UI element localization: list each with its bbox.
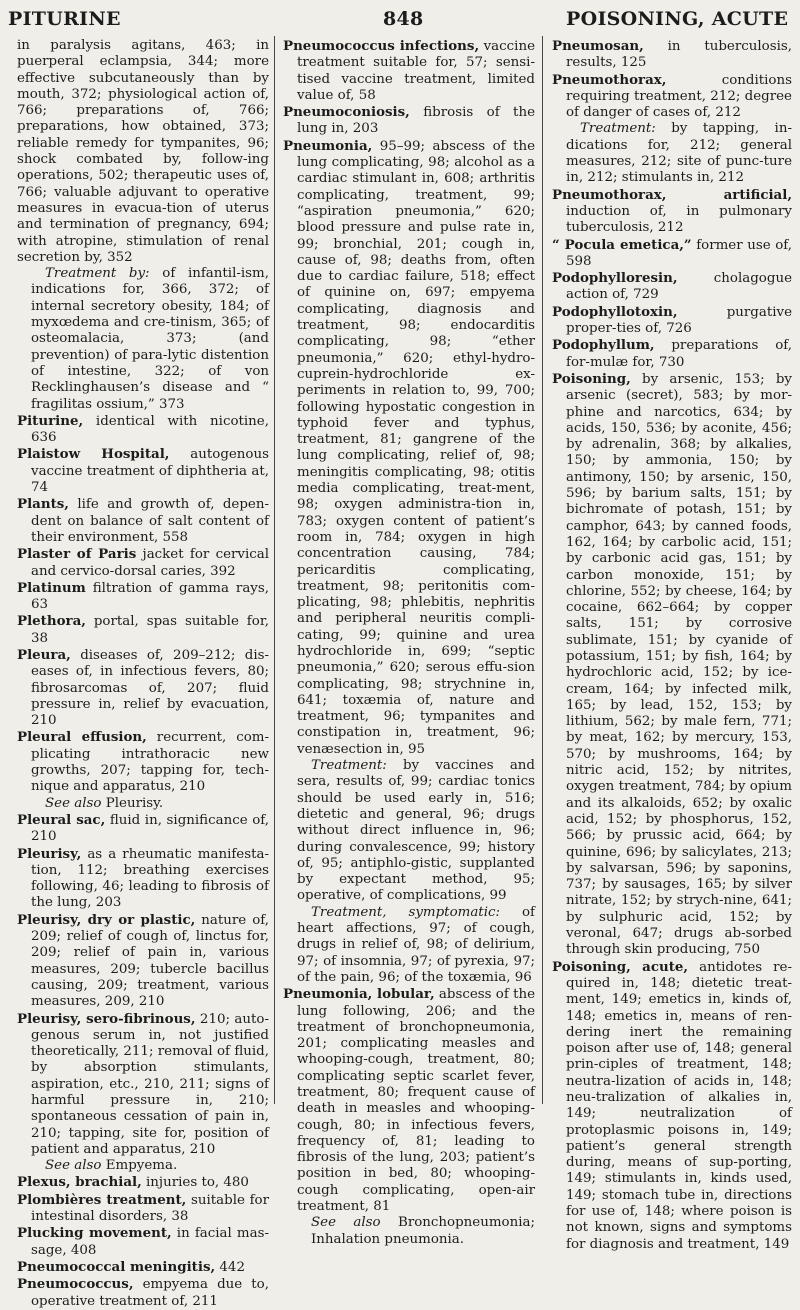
index-entry [17,729,269,795]
index-entry [17,1259,269,1276]
index-entry [552,38,792,72]
index-headword: Plombières treatment, [17,1191,187,1208]
index-references: 95–99; abscess of the lung complicating, 98; alcohol as a cardiac stimulant in, 608; arthritis complicating, treatment, 99; “aspiration pneumonia,” 620; blood pressure and pulse rate in, 99; bronchial, 201; cough in, cause of, 98; deaths from, often due to cardiac failure, 518; effect of quinine on, 697; empyema complicating, diagnosis and treatment, 98; endocarditis complicating, 98; “ether pneumonia,” 620; ethyl-hydro-cuprein-hydrochloride ex-periments in relation to, 99, 700; following hypostatic congestion in typhoid fever and typhus, treatment, 81; gangrene of the lung complicating, relief of, 98; meningitis complicating, 98; otitis media complicating, treat-ment, 98; oxygen administra-tion in, 783; oxygen content of patient’s room in, 784; oxygen in high concentration causing, 784; pericarditis complicating, treatment, 98; peritonitis com-plicating, 98; phlebitis, nephritis and peripheral neuritis compli-cating, 99; quinine and urea hydrochloride in, 699; “septic pneumonia,” 620; serous effu-sion complicating, 98; strychnine in, 641; toxæmia of, nature and treatment, 96; tympanites and constipation in, treatment, 96; venæsection in, 95 [297,138,535,757]
index-headword: Pneumoconiosis, [283,104,410,121]
see-also-label: See also [45,1158,102,1174]
index-entry [17,1011,269,1159]
index-entry [552,304,792,338]
index-headword: Pneumonia, [283,137,373,154]
index-headword: Plaistow Hospital, [17,446,170,463]
index-entry [17,580,269,614]
index-headword: Podophylloresin, [552,270,678,287]
index-headword: Platinum [17,579,86,596]
running-head-left: PITURINE [8,8,121,30]
index-references: life and growth of, depen-dent on balance of salt content of their environment, 558 [31,497,269,545]
index-references: 442 [215,1259,245,1275]
index-references: conditions requiring treatment, 212; degree of danger of cases of, 212 [566,72,792,121]
index-subentry [283,758,535,905]
index-references: autogenous vaccine treatment of diphtheria at, 74 [31,447,269,496]
index-references: fibrosis of the lung in, 203 [297,105,535,137]
index-headword: Podophyllum, [552,337,655,354]
index-entry [552,237,792,271]
index-entry [17,846,269,912]
index-headword: Pleurisy, dry or plastic, [17,911,196,928]
index-headword: Poisoning, acute, [552,958,689,975]
index-entry [17,1192,269,1226]
index-entry [17,613,269,647]
index-references: induction of, in pulmonary tuberculosis, 212 [566,203,792,236]
index-headword: Plucking movement, [17,1225,172,1242]
index-headword: Pleurisy, sero-fibrinous, [17,1010,196,1027]
index-headword: Pneumonia, lobular, [283,986,435,1003]
index-references: in tuberculosis, results, 125 [566,39,792,71]
index-references: purgative proper-ties of, 726 [566,304,792,337]
index-headword: Plants, [17,496,69,513]
index-headword: Poisoning, [552,370,631,387]
column-divider [542,36,543,1104]
see-also-label: See also [45,795,102,811]
index-entry [17,496,269,546]
page-number: 848 [383,8,424,30]
index-entry [17,647,269,729]
index-references: antidotes re-quired in, 148; dietetic treat-ment, 149; emetics in, kinds of, 148; emetics in, means of ren-dering inert the remaining poison after use of, 148; general prin-ciples of treatment, 148; neutra-lization of acids in, 148; neu-tralization of alkalies in, 149; neutralization of protoplasmic poisons in, 149; patient’s general strength during, means of sup-porting, 149; stimulants in, kinds used, 149; stomach tube in, directions for use of, 148; where poison is not known, signs and symptoms for diagnosis and treatment, 149 [566,959,793,1252]
index-headword: “ Pocula emetica,” [552,236,692,253]
see-also-reference [17,1158,269,1174]
index-subentry [283,905,535,986]
index-headword: Pneumococcal meningitis, [17,1258,216,1275]
index-headword: Pleurisy, [17,845,82,862]
index-references: recurrent, com-plicating intrathoracic new growths, 207; tapping for, tech-nique and apparatus, 210 [31,730,270,795]
index-references: portal, spas suitable for, 38 [31,614,269,646]
index-headword: Plethora, [17,613,86,630]
index-references: preparations of, for-mulæ for, 730 [566,338,792,370]
index-headword: Plexus, brachial, [17,1174,142,1191]
index-column-3 [552,38,792,1253]
index-references: nature of, 209; relief of cough of, linctus for, 209; relief of pain in, various measures, 209; tubercle bacillus causing, 209; treatment, various measures, 209, 210 [31,912,270,1010]
index-headword: Pleural sac, [17,811,106,828]
index-entry [17,1276,269,1310]
index-headword: Pleura, [17,646,71,663]
index-entry [17,912,269,1011]
index-references: as a rheumatic manifesta-tion, 112; breathing exercises following, 46; leading to fibrosis of the lung, 203 [31,846,269,911]
column-divider [274,36,275,1104]
index-column-1 [17,38,269,1310]
see-also-target: Empyema. [101,1158,178,1174]
subentry-label: Treatment: [580,121,656,137]
index-entry [283,38,535,104]
index-references: of heart affections, 97; of cough, drugs in relief of, 98; of delirium, 97; of insomnia, 97; of pyrexia, 97; of the pain, 96; of the toxæmia, 96 [297,904,535,985]
index-headword: Pneumothorax, [552,71,667,88]
index-subentry [552,121,792,186]
see-also-target: Bronchopneumonia; Inhalation pneumonia. [311,1215,536,1247]
index-references: jacket for cervical and cervico-dorsal caries, 392 [31,547,270,579]
index-references: by tapping, in-dications for, 212; general measures, 212; site of punc-ture in, 212; stimulants in, 212 [566,121,792,186]
index-entry [283,138,535,758]
index-headword: Pleural effusion, [17,729,147,746]
see-also-label: See also [311,1215,381,1231]
index-references: empyema due to, operative treatment of, 211 [31,1277,269,1309]
index-subentry [17,266,269,413]
index-entry [552,187,792,237]
index-headword: Piturine, [17,412,84,429]
index-column-2 [283,38,535,1248]
index-entry [552,72,792,122]
index-references: suitable for intestinal disorders, 38 [31,1192,269,1225]
index-entry [283,104,535,138]
index-entry [283,986,535,1215]
index-references: of infantil-ism, indications for, 366, 372; of internal secretory obesity, 184; of myxœdema and cre-tinism, 365; of osteomalacia, 373; (and prevention) of para-lytic distention of intestine, 322; of von Recklinghausen’s disease and “ fragilitas ossium,” 373 [31,266,269,412]
see-also-target: Pleurisy. [101,795,164,811]
index-entry [17,446,269,496]
index-references: 210; auto-genous serum in, not justified theoretically, 211; removal of fluid, by absorption stimulants, aspiration, etc., 210, 211; signs of harmful pressure in, 210; spontaneous cessation of pain in, 210; tapping, site for, position of patient and apparatus, 210 [31,1011,269,1157]
index-references: identical with nicotine, 636 [31,413,269,446]
index-headword: Pneumosan, [552,38,644,54]
index-headword: Pneumothorax, artificial, [552,186,792,203]
running-head-right: POISONING, ACUTE [566,8,789,30]
index-references: fluid in, significance of, 210 [31,812,270,845]
subentry-label: Treatment by: [45,266,150,282]
index-headword: Pneumococcus infections, [283,38,480,54]
index-references: injuries to, 480 [141,1175,249,1191]
index-entry [17,1174,269,1191]
index-entry [552,371,792,959]
index-headword: Plaster of Paris [17,546,137,563]
index-references: by vaccines and sera, results of, 99; cardiac tonics should be used early in, 516; dietetic and general, 96; drugs without direct influence in, 96; during convalescence, 99; history of, 95; antiphlo-gistic, supplanted by expectant method, 95; operative, of complications, 99 [297,758,535,904]
index-references: cholagogue action of, 729 [566,271,792,303]
index-references: abscess of the lung following, 206; and the treatment of bronchopneumonia, 201; complicating measles and whooping-cough, treatment, 80; complicating septic scarlet fever, treatment, 80; frequent cause of death in measles and whooping-cough, 80; in infectious fevers, frequency of, 81; leading to fibrosis of the lung, 203; patient’s position in bed, 80; whooping-cough complicating, open-air treatment, 81 [297,987,535,1215]
see-also-reference [283,1215,535,1248]
index-entry [552,270,792,304]
index-references: diseases of, 209–212; dis-eases of, in infectious fevers, 80; fibrosarcomas of, 207; fluid pressure in, relief by evacuation, 210 [31,647,269,729]
index-entry [17,413,269,447]
index-headword: Podophyllotoxin, [552,303,678,320]
index-entry [17,1225,269,1259]
index-headword: Pneumococcus, [17,1276,134,1293]
index-references: former use of, 598 [566,237,792,269]
index-continuation: in paralysis agitans, 463; in puerperal eclampsia, 344; more effective subcutaneously than by mouth, 372; physiological action of, 766; preparations of, 766; preparations, how obtained, 373; reliable remedy for tympanites, 96; shock combated by, follow-ing operations, 502; therapeutic uses of, 766; valuable adjuvant to operative measures in evacua-tion of uterus and termination of pregnancy, 694; with atropine, stimulation of renal secretion by, 352 [17,38,269,265]
index-references: vaccine treatment suitable for, 57; sensi-tised vaccine treatment, limited value of, 58 [297,39,535,103]
index-entry [17,812,269,846]
index-references: filtration of gamma rays, 63 [31,580,269,613]
subentry-label: Treatment: [311,758,387,774]
index-entry [552,959,792,1253]
index-entry [17,546,269,580]
subentry-label: Treatment, symptomatic: [311,904,500,920]
see-also-reference [17,796,269,812]
index-references: in facial mas-sage, 408 [31,1226,269,1258]
index-references: by arsenic, 153; by arsenic (secret), 583; by mor-phine and narcotics, 634; by acids, 150, 536; by aconite, 456; by adrenalin, 368; by alkalies, 150; by ammonia, 150; by antimony, 150; by arsenic, 150, 596; by barium salts, 151; by bichromate of potash, 151; by camphor, 643; by canned foods, 162, 164; by carbolic acid, 151; by carbonic acid gas, 151; by carbon monoxide, 151; by chlorine, 552; by cheese, 164; by cocaine, 662–664; by copper salts, 151; by corrosive sublimate, 151; by cyanide of potassium, 151; by fish, 164; by hydrochloric acid, 152; by ice-cream, 164; by infected milk, 165; by lead, 152, 153; by lithium, 562; by male fern, 771; by meat, 162; by mercury, 153, 570; by mushrooms, 164; by nitric acid, 152; by nitrites, oxygen treatment, 784; by opium and its alkaloids, 652; by oxalic acid, 152; by phosphorus, 152, 566; by prussic acid, 664; by quinine, 696; by salicylates, 213; by salvarsan, 596; by saponins, 737; by sausages, 165; by silver nitrate, 152; by strych-nine, 641; by sulphuric acid, 152; by veronal, 647; drugs ab-sorbed through skin producing, 750 [566,371,792,958]
index-entry [552,337,792,371]
